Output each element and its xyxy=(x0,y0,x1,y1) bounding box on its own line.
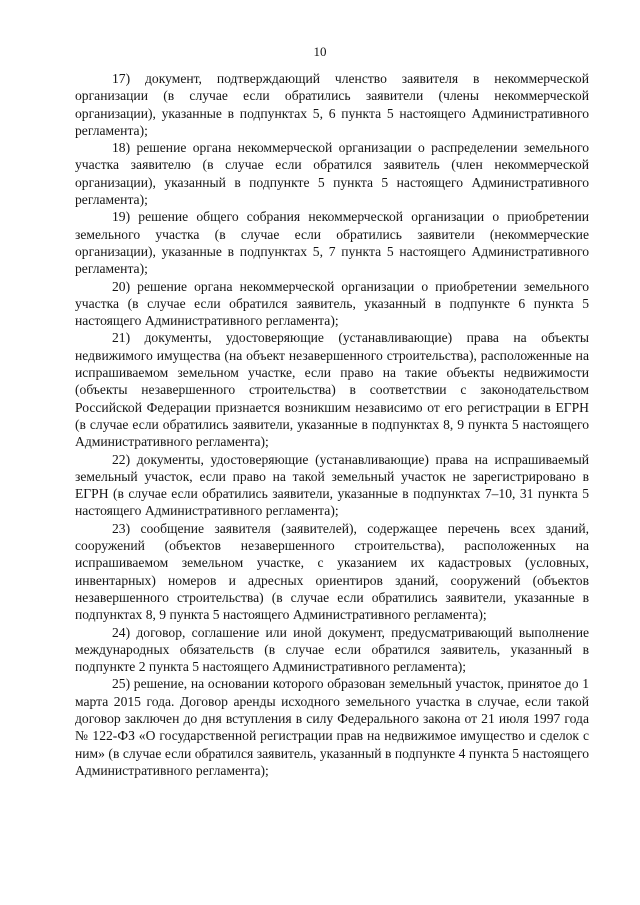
document-body xyxy=(75,70,589,779)
page-number: 10 xyxy=(313,44,327,59)
list-item: 23) сообщение заявителя (заявителей), содержащее перечень всех зданий, сооружений (объектов незавершенного строительства), расположенных на испрашиваемом земельном участке, с указанием их кадастровых (условных, инвентарных) номеров и адресных ориентиров зданий, сооружений (объектов незавершенного строительства) (в случае если обратились заявители, указанные в подпунктах 8, 9 пункта 5 настоящего Административного регламента); xyxy=(75,520,589,623)
list-item: 25) решение, на основании которого образован земельный участок, принятое до 1 марта 2015 года. Договор аренды исходного земельного участка в случае, если такой договор заключен до дня вступления в силу Федерального закона от 21 июля 1997 года № 122-ФЗ «О государственной регистрации прав на недвижимое имущество и сделок с ним» (в случае если обратился заявитель, указанный в подпункте 4 пункта 5 настоящего Административного регламента); xyxy=(75,676,589,778)
list-item: 19) решение общего собрания некоммерческой организации о приобретении земельного участка (в случае если обратились заявители (некоммерческие организации), указанные в подпунктах 5, 7 пункта 5 настоящего Административного регламента); xyxy=(75,209,589,277)
list-item: 22) документы, удостоверяющие (устанавливающие) права на испрашиваемый земельный участок, если право на такой земельный участок не зарегистрировано в ЕГРН (в случае если обратились заявители, указанные в подпунктах 7–10, 31 пункта 5 настоящего Административного регламента); xyxy=(75,451,589,519)
list-item: 21) документы, удостоверяющие (устанавливающие) права на объекты недвижимого имущества (на объект незавершенного строительства), расположенные на испрашиваемом земельном участке, если право на такие объекты недвижимости (объекты незавершенного строительства) в соответствии с законодательством Российской Федерации признается возникшим независимо от его регистрации в ЕГРН (в случае если обратились заявители, указанные в подпунктах 8, 9 пункта 5 настоящего Административного регламента); xyxy=(75,330,589,450)
list-item: 18) решение органа некоммерческой организации о распределении земельного участка заявителю (в случае если обратился заявитель (член некоммерческой организации), указанный в подпункте 5 пункта 5 настоящего Административного регламента); xyxy=(75,140,589,208)
list-item: 20) решение органа некоммерческой организации о приобретении земельного участка (в случае если обратился заявитель, указанный в подпункте 6 пункта 5 настоящего Административного регламента); xyxy=(75,278,589,329)
list-item: 24) договор, соглашение или иной документ, предусматривающий выполнение международных обязательств (в случае если обратился заявитель, указанный в подпункте 2 пункта 5 настоящего Административного регламента); xyxy=(75,624,589,675)
list-item: 17) документ, подтверждающий членство заявителя в некоммерческой организации (в случае если обратились заявители (члены некоммерческой организации), указанные в подпунктах 5, 6 пункта 5 настоящего Административного регламента); xyxy=(75,71,589,138)
